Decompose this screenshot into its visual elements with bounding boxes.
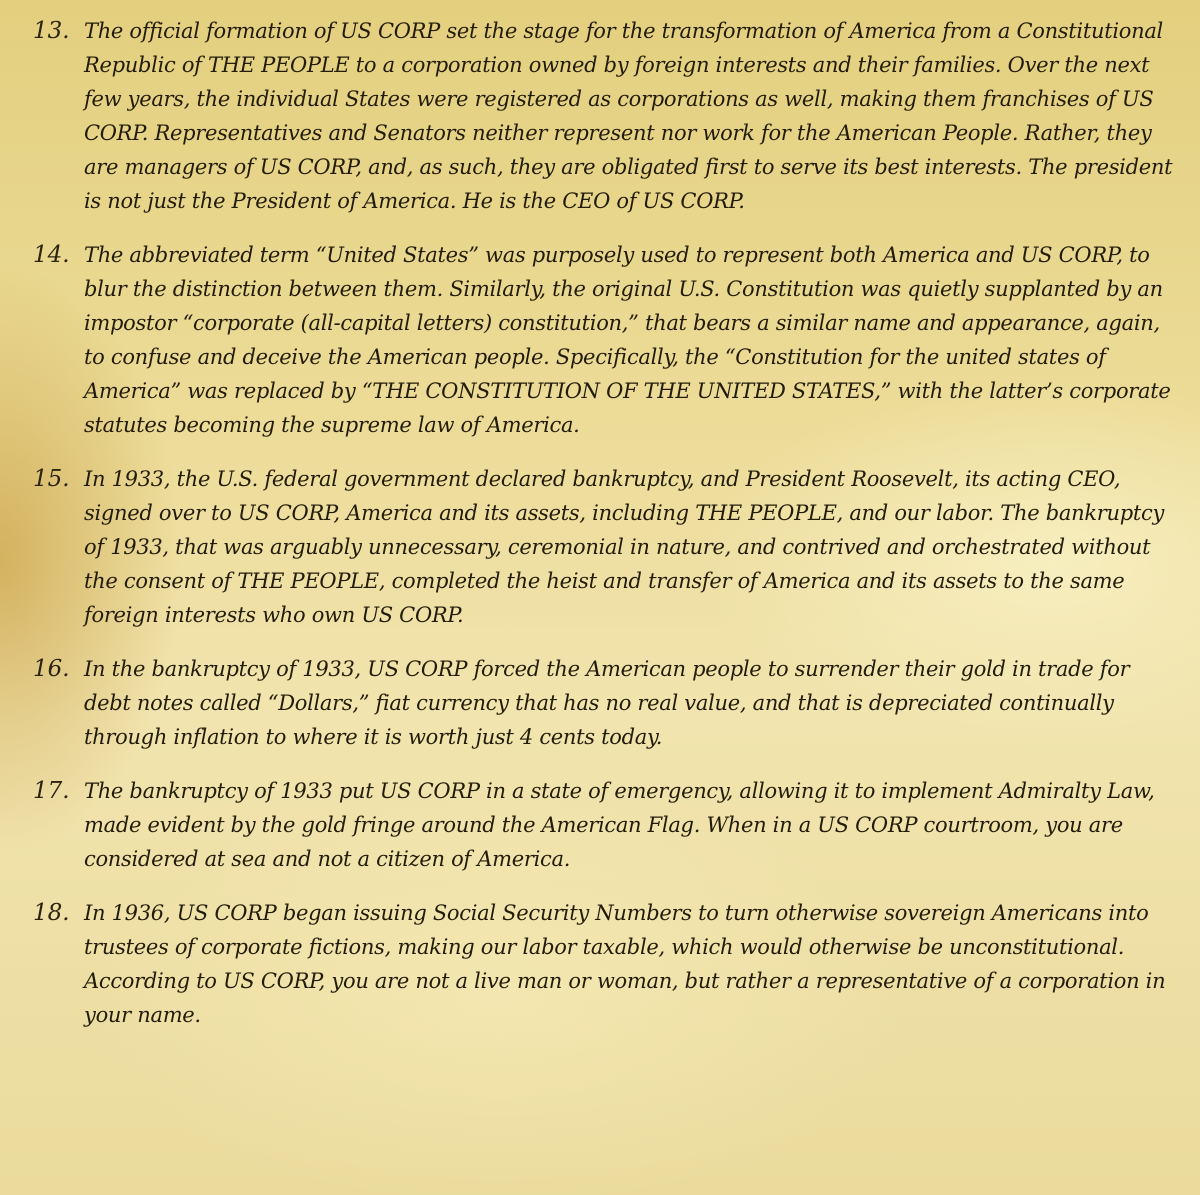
list-item-16	[0, 652, 1200, 754]
item-number: 13.	[33, 18, 70, 44]
item-text: In 1936, US CORP began issuing Social Security Numbers to turn otherwise sovereign Americans into trustees of corporate fictions, making our labor taxable, which would otherwise be unconstitutional. According to US CORP, you are not a live man or woman, but rather a representative of a corporation in your name.	[84, 901, 1166, 1027]
item-text: The abbreviated term “United States” was purposely used to represent both America and US CORP, to blur the distinction between them. Similarly, the original U.S. Constitution was quietly supplanted by an impostor “corporate (all-capital letters) constitution,” that bears a similar name and appearance, again, to confuse and deceive the American people. Specifically, the “Constitution for the united states of America” was replaced by “THE CONSTITUTION OF THE UNITED STATES,” with the latter’s corporate statutes becoming the supreme law of America.	[84, 243, 1171, 437]
item-number: 17.	[33, 778, 70, 804]
item-number: 16.	[33, 656, 70, 682]
list-item-15	[0, 462, 1200, 632]
item-number: 14.	[33, 242, 70, 268]
list-item-13	[0, 14, 1200, 218]
list-item-17	[0, 774, 1200, 876]
item-number: 15.	[33, 466, 70, 492]
item-text: The bankruptcy of 1933 put US CORP in a state of emergency, allowing it to implement Admiralty Law, made evident by the gold fringe around the American Flag. When in a US CORP courtroom, you are considered at sea and not a citizen of America.	[84, 779, 1155, 871]
numbered-list	[0, 14, 1200, 1052]
item-number: 18.	[33, 900, 70, 926]
item-text: In 1933, the U.S. federal government declared bankruptcy, and President Roosevelt, its acting CEO, signed over to US CORP, America and its assets, including THE PEOPLE, and our labor. The bankruptcy of 1933, that was arguably unnecessary, ceremonial in nature, and contrived and orchestrated without the consent of THE PEOPLE, completed the heist and transfer of America and its assets to the same foreign interests who own US CORP.	[84, 467, 1165, 627]
list-item-14	[0, 238, 1200, 442]
list-item-18	[0, 896, 1200, 1032]
item-text: In the bankruptcy of 1933, US CORP forced the American people to surrender their gold in trade for debt notes called “Dollars,” fiat currency that has no real value, and that is depreciated continually through inflation to where it is worth just 4 cents today.	[84, 657, 1130, 749]
item-text: The official formation of US CORP set the stage for the transformation of America from a Constitutional Republic of THE PEOPLE to a corporation owned by foreign interests and their families. Over the next few years, the individual States were registered as corporations as well, making them franchises of US CORP. Representatives and Senators neither represent nor work for the American People. Rather, they are managers of US CORP, and, as such, they are obligated first to serve its best interests. The president is not just the President of America. He is the CEO of US CORP.	[84, 19, 1173, 213]
